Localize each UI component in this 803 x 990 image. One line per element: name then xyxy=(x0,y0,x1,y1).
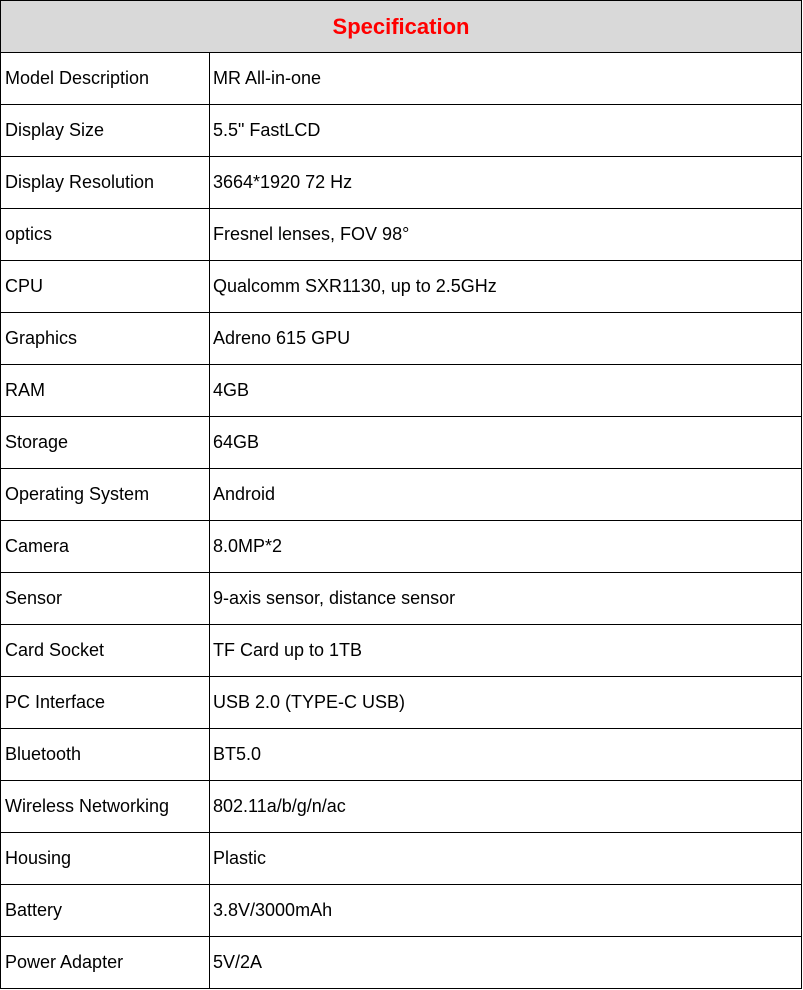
spec-label: Display Size xyxy=(1,105,210,157)
spec-label: Card Socket xyxy=(1,625,210,677)
spec-value: Fresnel lenses, FOV 98° xyxy=(210,209,802,261)
spec-label: Storage xyxy=(1,417,210,469)
spec-label: Display Resolution xyxy=(1,157,210,209)
spec-row xyxy=(1,53,802,105)
spec-value: USB 2.0 (TYPE-C USB) xyxy=(210,677,802,729)
spec-row xyxy=(1,469,802,521)
spec-value: Adreno 615 GPU xyxy=(210,313,802,365)
spec-label: Operating System xyxy=(1,469,210,521)
spec-title: Specification xyxy=(1,1,802,53)
spec-row xyxy=(1,313,802,365)
spec-label: Graphics xyxy=(1,313,210,365)
spec-row xyxy=(1,365,802,417)
spec-label: Wireless Networking xyxy=(1,781,210,833)
spec-label: Sensor xyxy=(1,573,210,625)
spec-row xyxy=(1,157,802,209)
spec-value: 64GB xyxy=(210,417,802,469)
spec-label: Bluetooth xyxy=(1,729,210,781)
spec-value: 802.11a/b/g/n/ac xyxy=(210,781,802,833)
spec-value: 4GB xyxy=(210,365,802,417)
spec-value: Qualcomm SXR1130, up to 2.5GHz xyxy=(210,261,802,313)
spec-value: Plastic xyxy=(210,833,802,885)
spec-value: Android xyxy=(210,469,802,521)
spec-label: Camera xyxy=(1,521,210,573)
spec-value: TF Card up to 1TB xyxy=(210,625,802,677)
spec-row xyxy=(1,625,802,677)
spec-row xyxy=(1,261,802,313)
spec-row xyxy=(1,209,802,261)
spec-label: RAM xyxy=(1,365,210,417)
spec-value: 5.5" FastLCD xyxy=(210,105,802,157)
spec-row xyxy=(1,833,802,885)
spec-label: CPU xyxy=(1,261,210,313)
spec-label: Power Adapter xyxy=(1,937,210,989)
spec-row xyxy=(1,573,802,625)
spec-row xyxy=(1,677,802,729)
spec-row xyxy=(1,729,802,781)
spec-value: BT5.0 xyxy=(210,729,802,781)
title-row xyxy=(1,1,802,53)
spec-label: optics xyxy=(1,209,210,261)
spec-label: Battery xyxy=(1,885,210,937)
spec-label: Housing xyxy=(1,833,210,885)
spec-value: 5V/2A xyxy=(210,937,802,989)
spec-row xyxy=(1,417,802,469)
spec-row xyxy=(1,937,802,989)
spec-value: MR All-in-one xyxy=(210,53,802,105)
spec-row xyxy=(1,885,802,937)
spec-label: Model Description xyxy=(1,53,210,105)
spec-value: 3.8V/3000mAh xyxy=(210,885,802,937)
spec-value: 3664*1920 72 Hz xyxy=(210,157,802,209)
spec-row xyxy=(1,105,802,157)
spec-value: 9-axis sensor, distance sensor xyxy=(210,573,802,625)
spec-row xyxy=(1,781,802,833)
spec-row xyxy=(1,521,802,573)
spec-label: PC Interface xyxy=(1,677,210,729)
spec-value: 8.0MP*2 xyxy=(210,521,802,573)
